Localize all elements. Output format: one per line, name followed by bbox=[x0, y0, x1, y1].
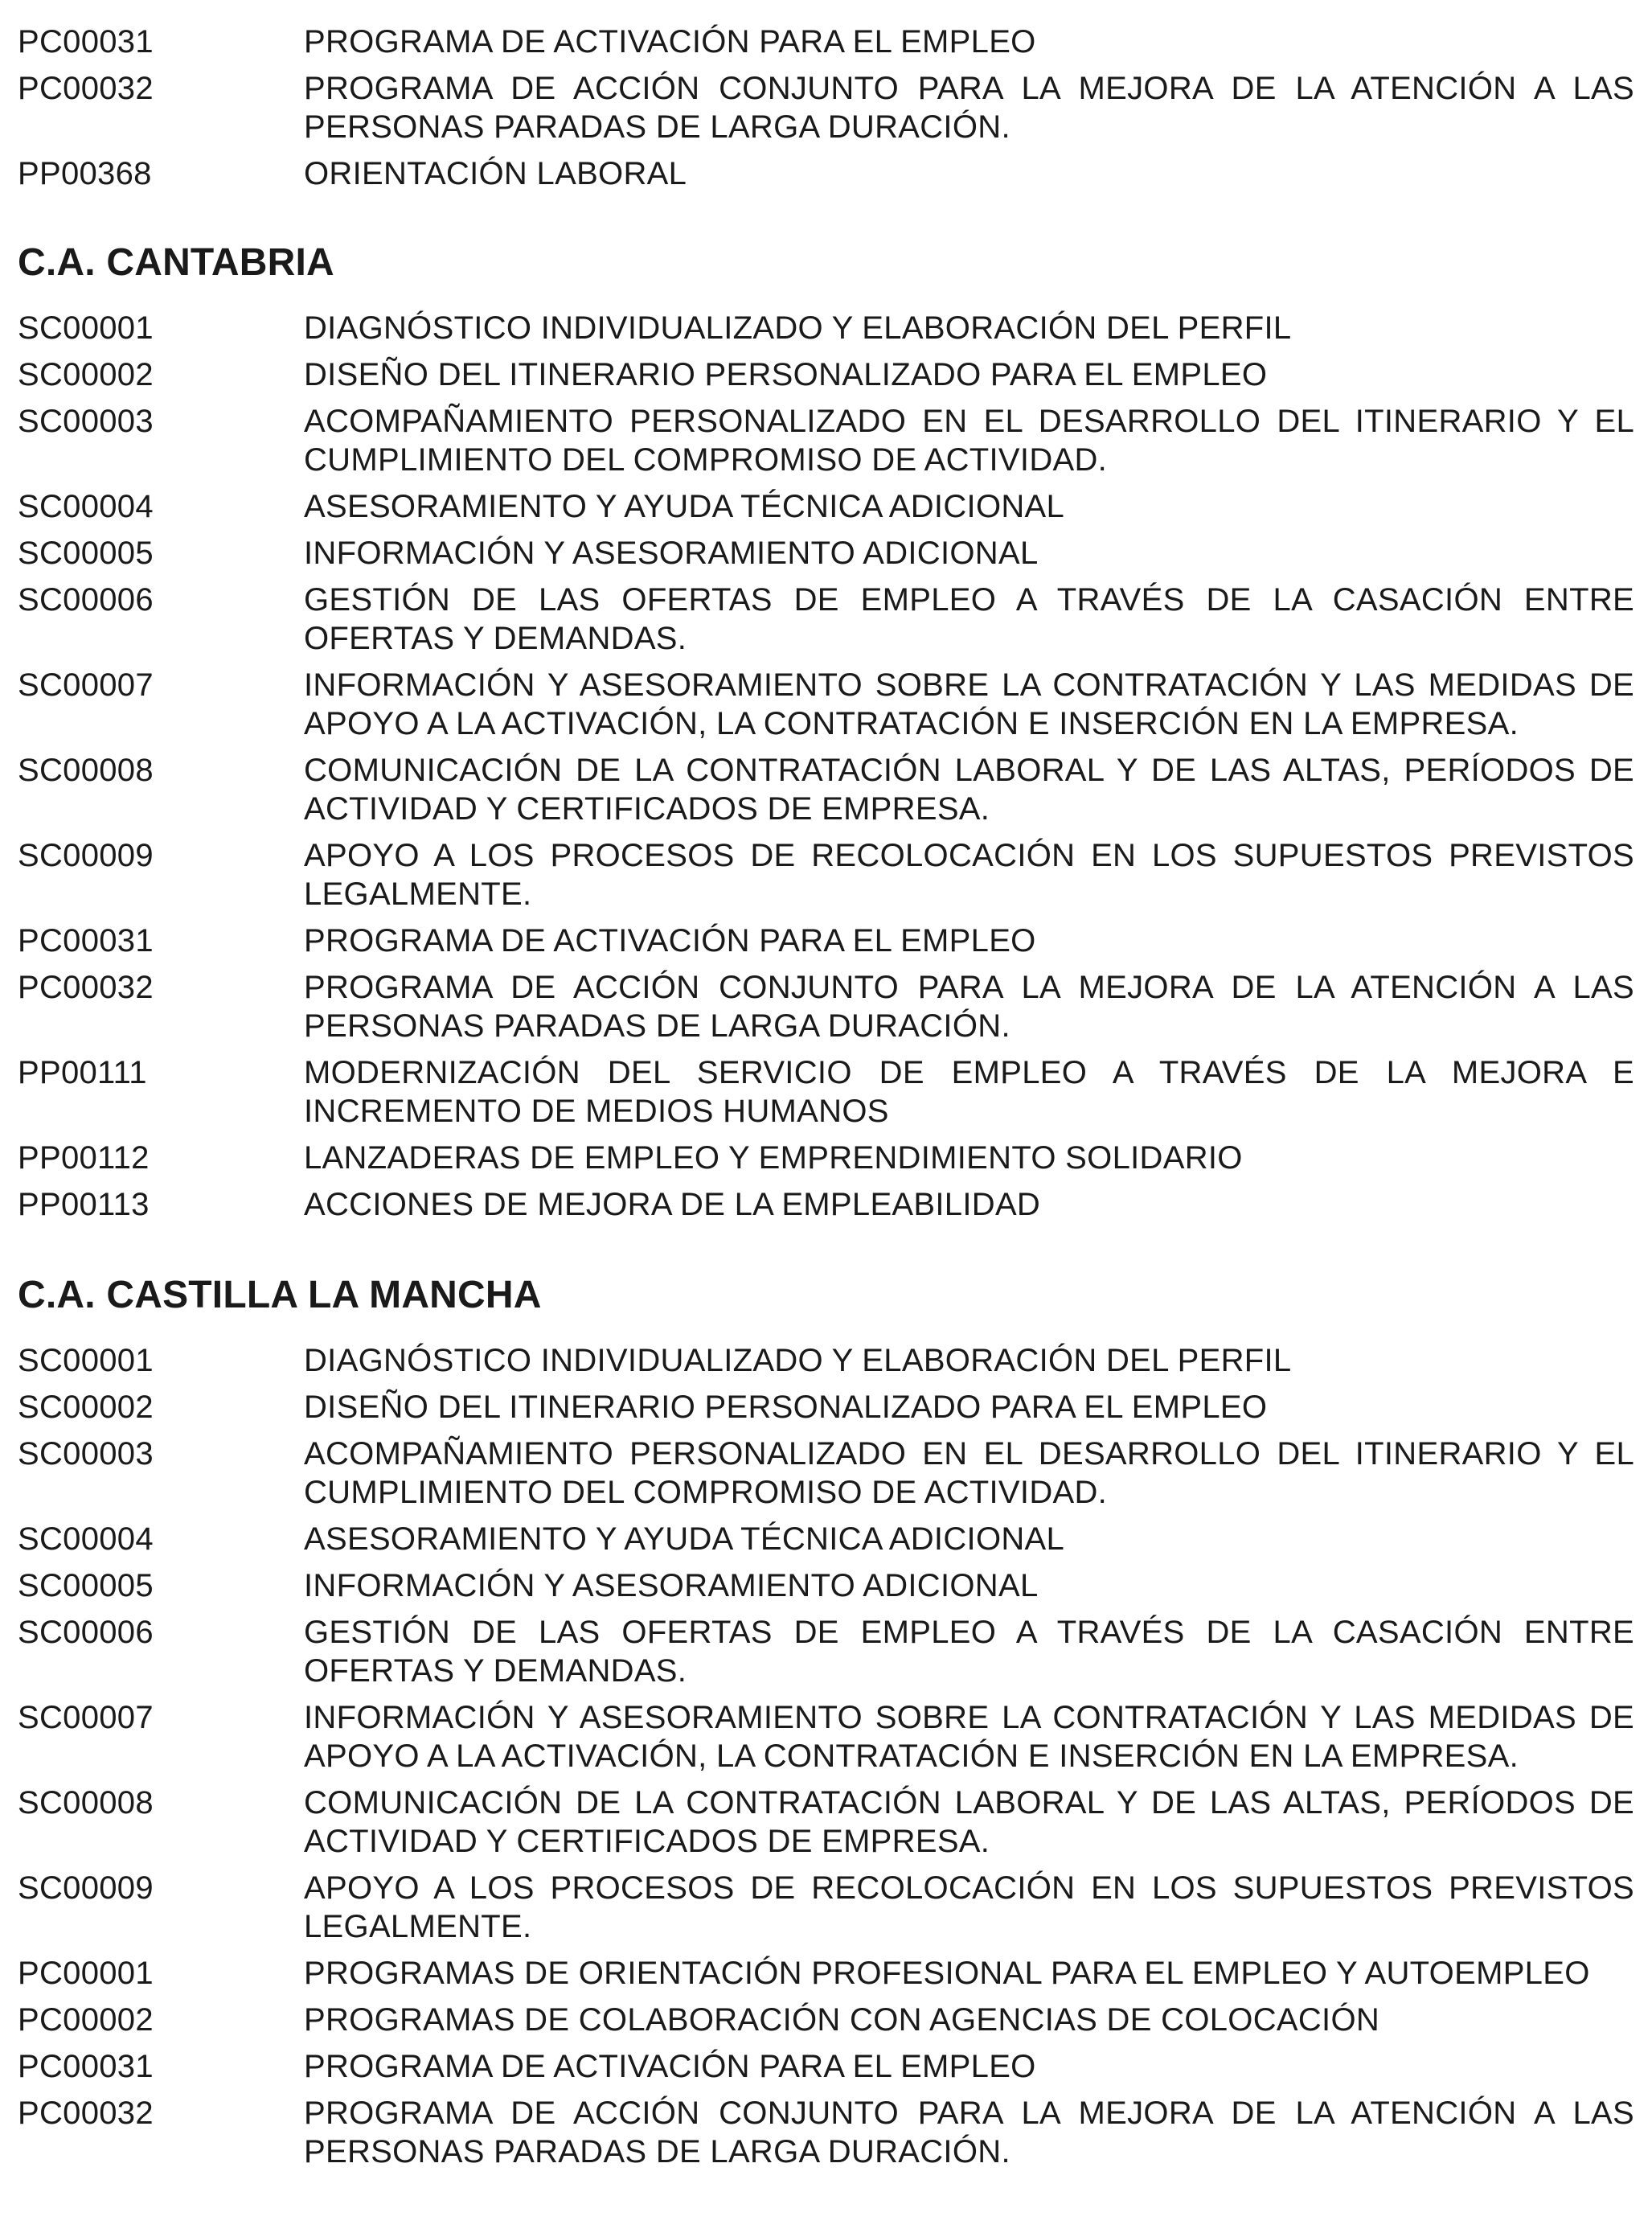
list-item bbox=[18, 1784, 1634, 1861]
item-description: GESTIÓN DE LAS OFERTAS DE EMPLEO A TRAVÉS DE LA CASACIÓN ENTRE OFERTAS Y DEMANDAS. bbox=[304, 582, 1634, 656]
item-description: GESTIÓN DE LAS OFERTAS DE EMPLEO A TRAVÉS DE LA CASACIÓN ENTRE OFERTAS Y DEMANDAS. bbox=[304, 1615, 1634, 1689]
item-description: PROGRAMA DE ACTIVACIÓN PARA EL EMPLEO bbox=[304, 2049, 1036, 2084]
section-cantabria bbox=[18, 240, 1634, 1224]
list-item bbox=[18, 666, 1634, 743]
item-code: SC00001 bbox=[18, 310, 154, 346]
item-description: PROGRAMA DE ACCIÓN CONJUNTO PARA LA MEJORA DE LA ATENCIÓN A LAS PERSONAS PARADAS DE LARGA DURACIÓN. bbox=[304, 970, 1634, 1044]
item-code: SC00008 bbox=[18, 753, 154, 788]
list-item bbox=[18, 751, 1634, 828]
item-description: INFORMACIÓN Y ASESORAMIENTO SOBRE LA CONTRATACIÓN Y LAS MEDIDAS DE APOYO A LA ACTIVACIÓN, LA CONTRATACIÓN E INSERCIÓN EN LA EMPRESA. bbox=[304, 667, 1634, 741]
item-description: DIAGNÓSTICO INDIVIDUALIZADO Y ELABORACIÓN DEL PERFIL bbox=[304, 1343, 1292, 1378]
list-item bbox=[18, 309, 1634, 347]
item-description: COMUNICACIÓN DE LA CONTRATACIÓN LABORAL Y DE LAS ALTAS, PERÍODOS DE ACTIVIDAD Y CERTIFICADOS DE EMPRESA. bbox=[304, 1785, 1634, 1859]
item-code: SC00009 bbox=[18, 1870, 154, 1906]
item-code: SC00004 bbox=[18, 489, 154, 524]
item-description: PROGRAMAS DE COLABORACIÓN CON AGENCIAS DE COLOCACIÓN bbox=[304, 2002, 1380, 2038]
section-list bbox=[18, 309, 1634, 1224]
list-item bbox=[18, 1698, 1634, 1775]
list-item bbox=[18, 2094, 1634, 2171]
section-castilla-la-mancha bbox=[18, 1272, 1634, 2171]
item-description: PROGRAMA DE ACTIVACIÓN PARA EL EMPLEO bbox=[304, 923, 1036, 958]
list-item bbox=[18, 922, 1634, 960]
list-item bbox=[18, 1139, 1634, 1177]
item-code: PP00113 bbox=[18, 1187, 150, 1222]
section-heading: C.A. CASTILLA LA MANCHA bbox=[18, 1274, 542, 1316]
item-description: COMUNICACIÓN DE LA CONTRATACIÓN LABORAL Y DE LAS ALTAS, PERÍODOS DE ACTIVIDAD Y CERTIFICADOS DE EMPRESA. bbox=[304, 753, 1634, 827]
item-code: PC00002 bbox=[18, 2002, 154, 2038]
item-code: SC00006 bbox=[18, 1615, 154, 1650]
item-description: MODERNIZACIÓN DEL SERVICIO DE EMPLEO A TRAVÉS DE LA MEJORA E INCREMENTO DE MEDIOS HUMANOS bbox=[304, 1055, 1634, 1129]
list-item bbox=[18, 1954, 1634, 1993]
item-code: SC00005 bbox=[18, 1568, 154, 1603]
item-description: PROGRAMA DE ACTIVACIÓN PARA EL EMPLEO bbox=[304, 24, 1036, 60]
list-item bbox=[18, 2047, 1634, 2086]
list-item bbox=[18, 487, 1634, 526]
item-description: ASESORAMIENTO Y AYUDA TÉCNICA ADICIONAL bbox=[304, 489, 1065, 524]
list-item bbox=[18, 534, 1634, 573]
list-item bbox=[18, 1341, 1634, 1380]
item-code: PC00032 bbox=[18, 970, 154, 1005]
item-code: PC00031 bbox=[18, 2049, 154, 2084]
list-item bbox=[18, 23, 1634, 61]
item-description: INFORMACIÓN Y ASESORAMIENTO SOBRE LA CONTRATACIÓN Y LAS MEDIDAS DE APOYO A LA ACTIVACIÓN, LA CONTRATACIÓN E INSERCIÓN EN LA EMPRESA. bbox=[304, 1700, 1634, 1774]
item-code: PP00112 bbox=[18, 1140, 150, 1176]
section-heading: C.A. CANTABRIA bbox=[18, 241, 334, 284]
list-item bbox=[18, 1388, 1634, 1426]
list-item bbox=[18, 1520, 1634, 1558]
item-description: ACCIONES DE MEJORA DE LA EMPLEABILIDAD bbox=[304, 1187, 1041, 1222]
list-item bbox=[18, 2001, 1634, 2039]
item-code: SC00003 bbox=[18, 404, 154, 439]
list-item bbox=[18, 1053, 1634, 1131]
item-code: PP00111 bbox=[18, 1055, 147, 1090]
item-code: SC00007 bbox=[18, 667, 154, 703]
item-description: ORIENTACIÓN LABORAL bbox=[304, 156, 687, 191]
item-code: PC00001 bbox=[18, 1956, 154, 1991]
list-item bbox=[18, 1185, 1634, 1224]
section-list bbox=[18, 1341, 1634, 2171]
item-code: PP00368 bbox=[18, 156, 152, 191]
item-code: SC00006 bbox=[18, 582, 154, 618]
item-code: SC00007 bbox=[18, 1700, 154, 1735]
item-code: SC00008 bbox=[18, 1785, 154, 1820]
item-description: DIAGNÓSTICO INDIVIDUALIZADO Y ELABORACIÓN DEL PERFIL bbox=[304, 310, 1292, 346]
list-item bbox=[18, 968, 1634, 1045]
item-description: INFORMACIÓN Y ASESORAMIENTO ADICIONAL bbox=[304, 536, 1039, 571]
item-code: SC00002 bbox=[18, 1389, 154, 1425]
list-item bbox=[18, 1869, 1634, 1946]
list-item bbox=[18, 1566, 1634, 1605]
item-code: SC00005 bbox=[18, 536, 154, 571]
list-item bbox=[18, 581, 1634, 658]
item-code: SC00003 bbox=[18, 1436, 154, 1472]
list-item bbox=[18, 1435, 1634, 1512]
item-code: SC00001 bbox=[18, 1343, 154, 1378]
item-description: PROGRAMA DE ACCIÓN CONJUNTO PARA LA MEJORA DE LA ATENCIÓN A LAS PERSONAS PARADAS DE LARGA DURACIÓN. bbox=[304, 71, 1634, 145]
item-description: ACOMPAÑAMIENTO PERSONALIZADO EN EL DESARROLLO DEL ITINERARIO Y EL CUMPLIMIENTO DEL COMPROMISO DE ACTIVIDAD. bbox=[304, 404, 1634, 478]
list-item bbox=[18, 355, 1634, 394]
item-code: SC00004 bbox=[18, 1521, 154, 1557]
list-item bbox=[18, 154, 1634, 193]
item-code: PC00032 bbox=[18, 71, 154, 106]
intro-list bbox=[18, 23, 1634, 193]
item-code: SC00002 bbox=[18, 357, 154, 392]
item-description: DISEÑO DEL ITINERARIO PERSONALIZADO PARA EL EMPLEO bbox=[304, 1389, 1268, 1425]
item-code: PC00031 bbox=[18, 24, 154, 60]
item-description: ASESORAMIENTO Y AYUDA TÉCNICA ADICIONAL bbox=[304, 1521, 1065, 1557]
item-description: LANZADERAS DE EMPLEO Y EMPRENDIMIENTO SOLIDARIO bbox=[304, 1140, 1243, 1176]
item-code: SC00009 bbox=[18, 838, 154, 873]
item-code: PC00032 bbox=[18, 2095, 154, 2131]
list-item bbox=[18, 402, 1634, 479]
item-description: ACOMPAÑAMIENTO PERSONALIZADO EN EL DESARROLLO DEL ITINERARIO Y EL CUMPLIMIENTO DEL COMPROMISO DE ACTIVIDAD. bbox=[304, 1436, 1634, 1510]
item-description: DISEÑO DEL ITINERARIO PERSONALIZADO PARA EL EMPLEO bbox=[304, 357, 1268, 392]
list-item bbox=[18, 69, 1634, 146]
item-description: APOYO A LOS PROCESOS DE RECOLOCACIÓN EN LOS SUPUESTOS PREVISTOS LEGALMENTE. bbox=[304, 838, 1634, 912]
item-description: APOYO A LOS PROCESOS DE RECOLOCACIÓN EN LOS SUPUESTOS PREVISTOS LEGALMENTE. bbox=[304, 1870, 1634, 1944]
item-description: PROGRAMAS DE ORIENTACIÓN PROFESIONAL PARA EL EMPLEO Y AUTOEMPLEO bbox=[304, 1956, 1590, 1991]
list-item bbox=[18, 836, 1634, 913]
item-description: INFORMACIÓN Y ASESORAMIENTO ADICIONAL bbox=[304, 1568, 1039, 1603]
list-item bbox=[18, 1613, 1634, 1690]
item-description: PROGRAMA DE ACCIÓN CONJUNTO PARA LA MEJORA DE LA ATENCIÓN A LAS PERSONAS PARADAS DE LARGA DURACIÓN. bbox=[304, 2095, 1634, 2169]
item-code: PC00031 bbox=[18, 923, 154, 958]
